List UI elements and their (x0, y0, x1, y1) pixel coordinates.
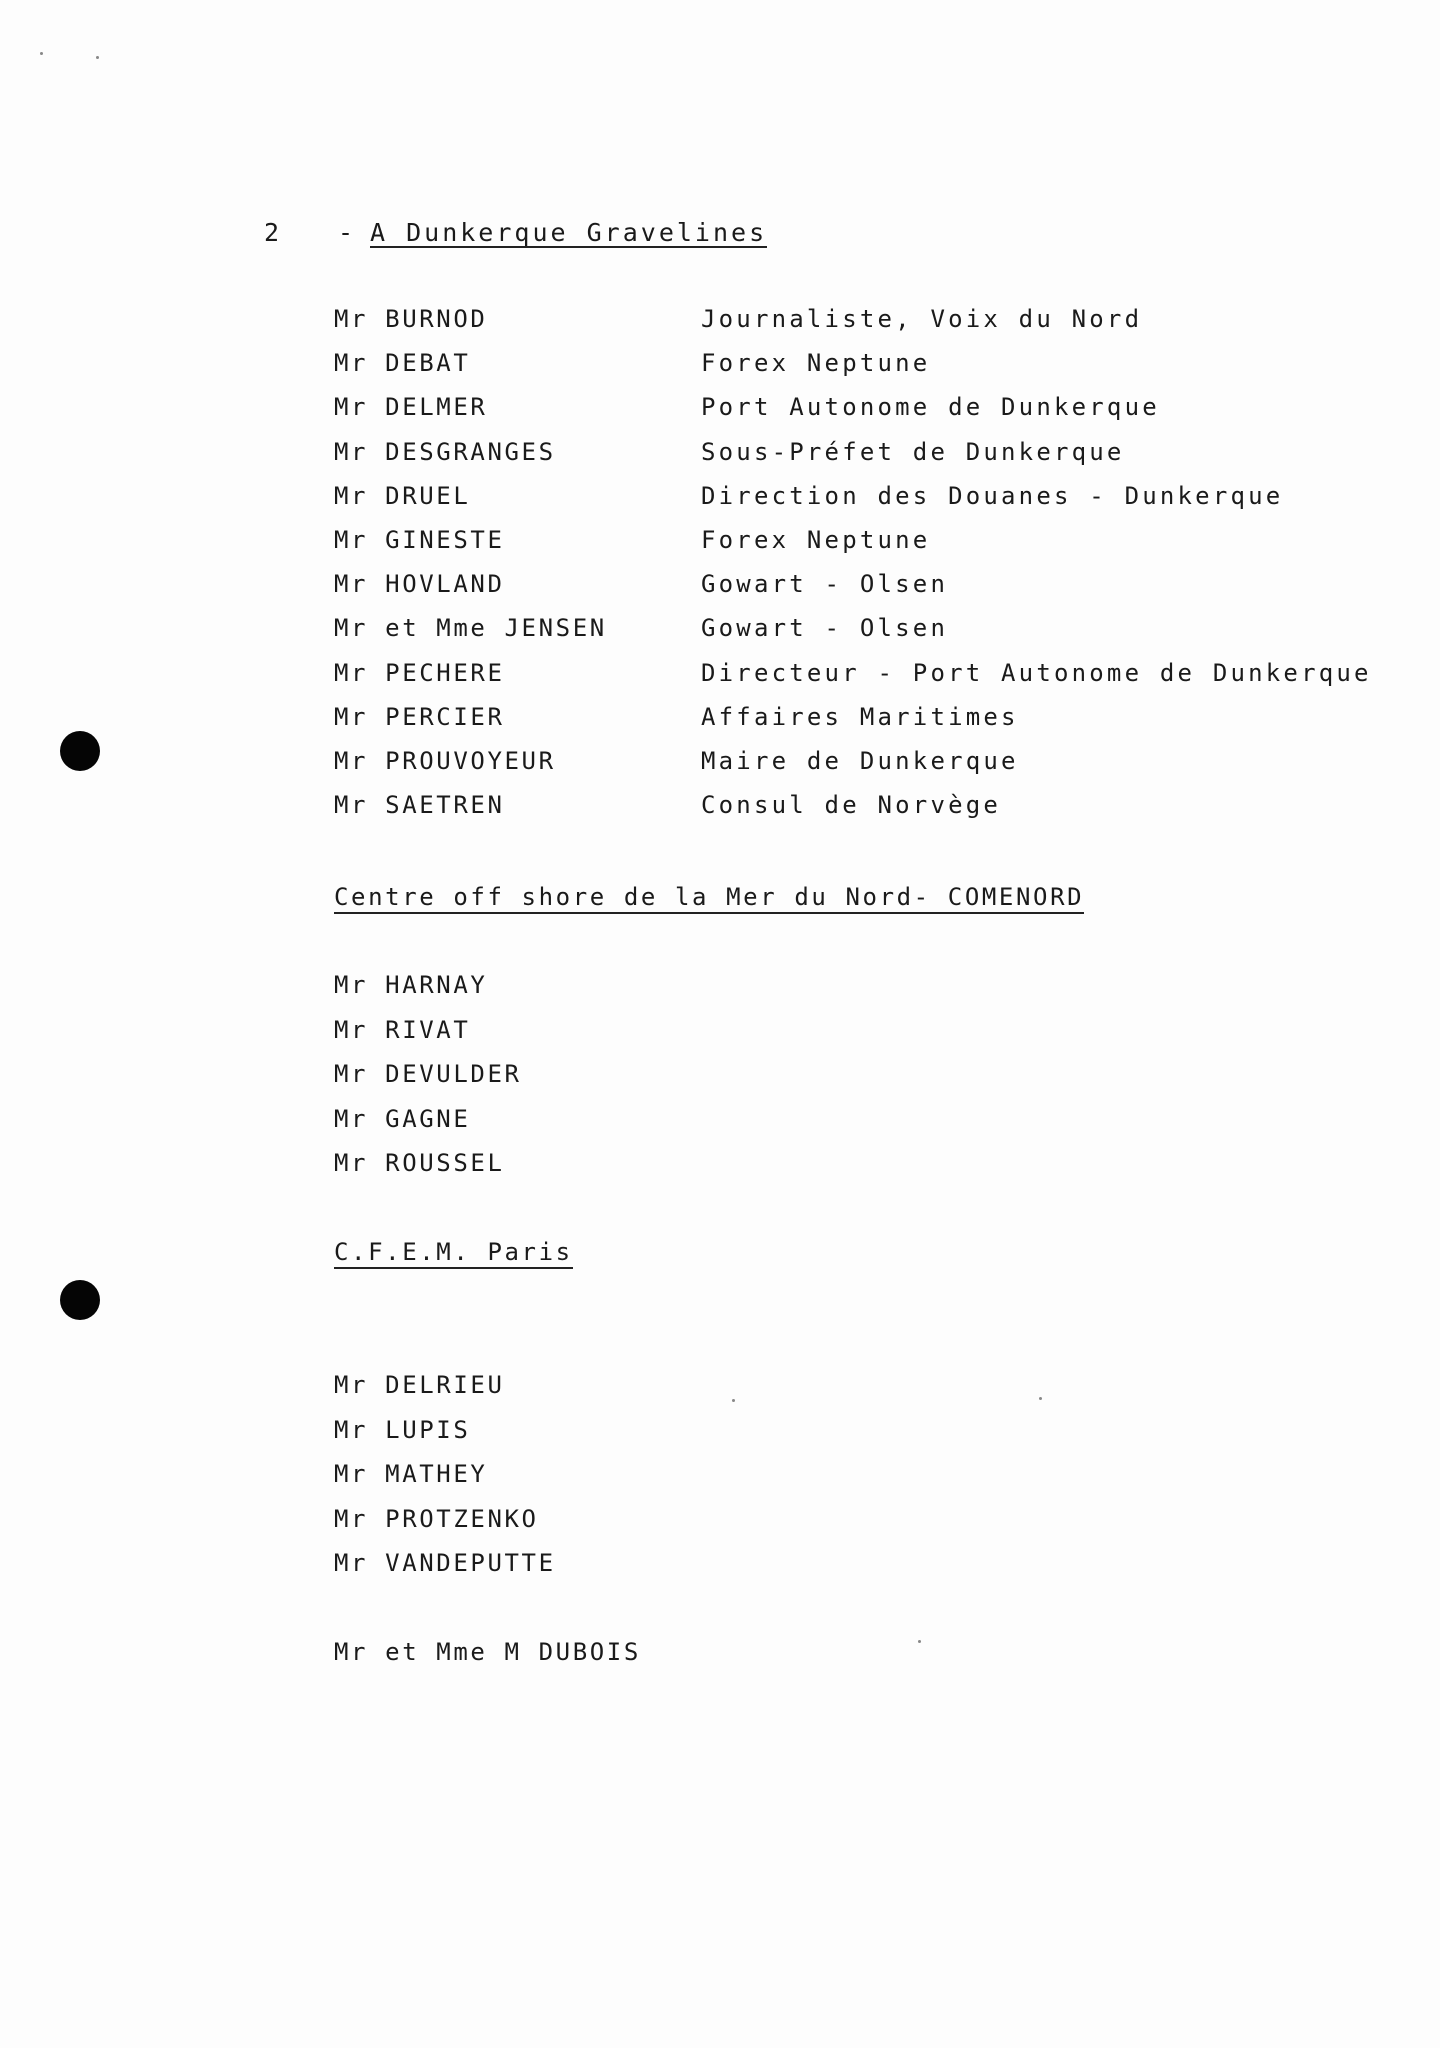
section-title: A Dunkerque Gravelines (370, 218, 768, 247)
list-item: Mr HARNAY (334, 971, 488, 999)
list-item: Mr ROUSSEL (334, 1149, 505, 1177)
attendee-name: Mr BURNOD (334, 305, 488, 333)
scan-speck (1039, 1397, 1042, 1400)
scan-speck (732, 1399, 735, 1402)
list-item: Mr MATHEY (334, 1460, 488, 1488)
scan-speck (40, 52, 43, 55)
list-item: Mr VANDEPUTTE (334, 1549, 556, 1577)
attendee-name: Mr HOVLAND (334, 570, 505, 599)
list-item: Mr GAGNE (334, 1104, 471, 1133)
attendee-organization: Journaliste, Voix du Nord (701, 305, 1143, 333)
list-item: Mr PROTZENKO (334, 1504, 539, 1533)
list-item: Mr LUPIS (334, 1415, 471, 1444)
attendee-organization: Forex Neptune (701, 525, 931, 554)
attendee-organization: Sous-Préfet de Dunkerque (701, 437, 1125, 466)
attendee-organization: Direction des Douanes - Dunkerque (701, 481, 1284, 510)
attendee-organization: Gowart - Olsen (701, 570, 949, 599)
comenord-heading (334, 882, 1084, 912)
punch-hole-bottom (60, 1280, 100, 1320)
table-row (334, 437, 1394, 481)
final-entry: Mr et Mme M DUBOIS (334, 1638, 641, 1666)
scan-speck (96, 56, 99, 59)
table-row (334, 392, 1394, 436)
attendee-organization: Forex Neptune (701, 349, 931, 378)
attendee-organization: Maire de Dunkerque (701, 746, 1019, 775)
scan-speck (918, 1640, 921, 1643)
cfem-heading (334, 1237, 573, 1267)
attendee-name: Mr PERCIER (334, 702, 505, 731)
attendee-name: Mr GINESTE (334, 525, 505, 554)
attendee-organization: Consul de Norvège (701, 791, 1002, 820)
section-dash: - (338, 218, 357, 247)
cfem-heading-text: C.F.E.M. Paris (334, 1238, 573, 1269)
table-row (334, 481, 1394, 525)
cfem-member-list (334, 1370, 556, 1593)
list-item: Mr RIVAT (334, 1015, 471, 1044)
attendee-organization: Port Autonome de Dunkerque (701, 393, 1160, 422)
table-row (334, 569, 1394, 613)
attendee-name: Mr DESGRANGES (334, 437, 556, 466)
table-row (334, 790, 1394, 834)
section-heading (264, 217, 767, 249)
attendee-organization: Gowart - Olsen (701, 614, 949, 643)
attendee-name: Mr et Mme JENSEN (334, 614, 607, 643)
table-row (334, 304, 1394, 348)
attendee-name: Mr PROUVOYEUR (334, 746, 556, 775)
section-number: 2 (264, 218, 283, 247)
table-row (334, 525, 1394, 569)
attendee-name: Mr DEBAT (334, 349, 471, 378)
list-item: Mr DEVULDER (334, 1060, 522, 1088)
attendee-table (334, 304, 1394, 834)
table-row (334, 658, 1394, 702)
attendee-name: Mr DELMER (334, 393, 488, 422)
punch-hole-top (60, 731, 100, 771)
attendee-name: Mr PECHERE (334, 658, 505, 687)
attendee-name: Mr DRUEL (334, 481, 471, 510)
table-row (334, 702, 1394, 746)
attendee-organization: Directeur - Port Autonome de Dunkerque (701, 658, 1372, 687)
comenord-member-list (334, 970, 522, 1193)
comenord-heading-text: Centre off shore de la Mer du Nord- COMENORD (334, 883, 1084, 914)
attendee-organization: Affaires Maritimes (701, 702, 1019, 731)
table-row (334, 746, 1394, 790)
list-item: Mr DELRIEU (334, 1371, 505, 1399)
table-row (334, 613, 1394, 657)
table-row (334, 348, 1394, 392)
attendee-name: Mr SAETREN (334, 791, 505, 820)
